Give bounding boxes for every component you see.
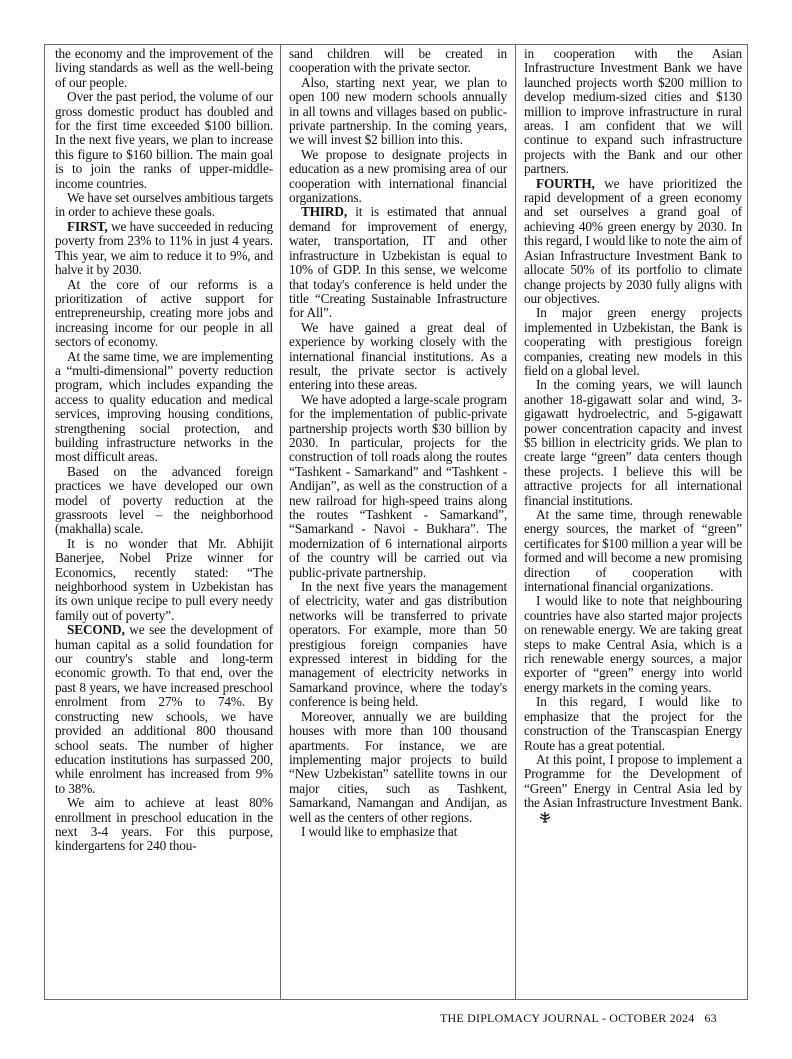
journal-title: THE DIPLOMACY JOURNAL - OCTOBER 2024 — [440, 1011, 695, 1025]
paragraph — [289, 205, 507, 320]
paragraph: It is no wonder that Mr. Abhijit Banerjee, Nobel Prize winner for Economics, recently stated: “The neighborhood system in Uzbekistan has its own unique recipe to pull every needy family out of poverty”. — [55, 535, 273, 623]
paragraph-text: At this point, I propose to implement a Programme for the Development of “Green” Energy in Central Asia led by the Asian Infrastructure Investment Bank. — [524, 751, 742, 811]
paragraph: Over the past period, the volume of our gross domestic product has doubled and for the first time exceeded $100 billion. In the next five years, we plan to increase this figure to $160 billion. The main goal is to join the ranks of upper-middle-income countries. — [55, 89, 273, 191]
paragraph-text: it is estimated that annual demand for improvement of energy, water, transportation, IT and other infrastructure in Uzbekistan is equal to 10% of GDP. In this sense, we welcome that today's conference is held under the title “Creating Sustainable Infrastructure for All”. — [289, 204, 507, 321]
emblem-icon — [527, 811, 539, 823]
column-divider — [280, 44, 281, 1000]
column-1 — [55, 47, 273, 854]
column-3 — [524, 47, 742, 825]
paragraph: We have set ourselves ambitious targets in order to achieve these goals. — [55, 190, 273, 220]
paragraph: In the coming years, we will launch another 18-gigawatt solar and wind, 3-gigawatt hydroelectric, and 5-gigawatt power concentration capacity and invest $5 billion in electricity grids. We plan to create large “green” data centers though these projects. I believe this will be attractive projects for all international financial institutions. — [524, 377, 742, 508]
paragraph-text: we have prioritized the rapid development of a green economy and set ourselves a grand goal of achieving 40% green energy by 2030. In this regard, I would like to note the aim of Asian Infrastructure Investment Bank to allocate 50% of its portfolio to climate change projects by 2030 fully aligns with our objectives. — [524, 175, 742, 306]
paragraph: In the next five years the management of electricity, water and gas distribution networks will be transferred to private operators. For example, more than 50 prestigious foreign companies have expressed interest in bidding for the management of electricity networks in Samarkand province, where the today's conference is being held. — [289, 579, 507, 710]
paragraph: in cooperation with the Asian Infrastructure Investment Bank we have launched projects worth $200 million to develop medium-sized cities and $130 million to improve infrastructure in rural areas. I am confident that we will continue to expand such infrastructure projects with the Bank and our other partners. — [524, 46, 742, 177]
paragraph: We have gained a great deal of experience by working closely with the international financial institutions. As a result, the private sector is actively entering into these areas. — [289, 319, 507, 393]
paragraph — [524, 753, 742, 825]
paragraph — [524, 177, 742, 307]
paragraph: We propose to designate projects in education as a new promising area of our cooperation with international financial organizations. — [289, 146, 507, 206]
column-divider — [515, 44, 516, 1000]
paragraph: Moreover, annually we are building houses with more than 100 thousand apartments. For instance, we are implementing major projects to build “New Uzbekistan” satellite towns in our major cities, such as Tashkent, Samarkand, Namangan and Andijan, as well as the centers of other regions. — [289, 708, 507, 825]
paragraph: I would like to emphasize that — [301, 823, 458, 839]
paragraph: At the core of our reforms is a prioritization of active support for entrepreneurship, creating more jobs and increasing income for our people in all sectors of economy. — [55, 276, 273, 350]
paragraph: Also, starting next year, we plan to open 100 new modern schools annually in all towns and villages based on public-private partnership. In the coming years, we will invest $2 billion into this. — [289, 74, 507, 148]
paragraph-text: we see the development of human capital as a solid foundation for our country's stable and long-term economic growth. To that end, over the past 8 years, we have increased preschool enrolment from 27% to 74%. By constructing new schools, we have provided an additional 800 thousand school seats. The number of higher education institutions has surpassed 200, while enrolment has increased from 9% to 38%. — [55, 622, 273, 796]
paragraph: the economy and the improvement of the living standards as well as the well-being of our people. — [55, 46, 273, 90]
page-number: 63 — [704, 1011, 717, 1025]
paragraph: At the same time, through renewable energy sources, the market of “green” certificates for $100 million a year will be formed and will become a new promising direction of cooperation with international financial organizations. — [524, 507, 742, 595]
paragraph: In this regard, I would like to emphasize that the project for the construction of the Transcaspian Energy Route has a great potential. — [524, 694, 742, 753]
paragraph-text: we have succeeded in reducing poverty from 23% to 11% in just 4 years. This year, we aim to reduce it to 9%, and halve it by 2030. — [55, 218, 273, 278]
paragraph — [55, 220, 273, 278]
paragraph — [55, 623, 273, 796]
section-lead: THIRD, — [301, 204, 348, 220]
paragraph: I would like to note that neighbouring countries have also started major projects on renewable energy. We are taking great steps to make Central Asia, which is a rich renewable energy sources, a major exporter of “green” energy into world energy markets in the coming years. — [524, 593, 742, 695]
paragraph: In major green energy projects implemented in Uzbekistan, the Bank is cooperating with prestigious foreign companies, creating new models in this field on a global level. — [524, 305, 742, 378]
section-lead: SECOND, — [67, 622, 125, 638]
paragraph: At the same time, we are implementing a “multi-dimensional” poverty reduction program, which includes expanding the access to quality education and medical services, improving housing conditions, strengthening social protection, and building infrastructure networks in the most difficult areas. — [55, 348, 273, 465]
paragraph: Based on the advanced foreign practices we have developed our own model of poverty reduction at the grassroots level – the neighborhood (makhalla) scale. — [55, 463, 273, 537]
paragraph: We aim to achieve at least 80% enrollment in preschool education in the next 3-4 years. For this purpose, kindergartens for 240 thou- — [55, 795, 273, 854]
paragraph: We have adopted a large-scale program for the implementation of public-private partnership projects worth $30 billion by 2030. In particular, projects for the construction of toll roads along the routes “Tashkent - Samarkand” and “Tashkent - Andijan”, as well as the construction of a new railroad for high-speed trains along the routes “Tashkent - Samarkand”, “Samarkand - Navoi - Bukhara”. The modernization of 6 international airports of the country will be carried out via public-private partnership. — [289, 391, 507, 580]
page-footer — [440, 1011, 717, 1026]
column-2 — [289, 47, 507, 839]
section-lead: FIRST, — [67, 218, 108, 234]
paragraph: sand children will be created in cooperation with the private sector. — [289, 46, 507, 76]
section-lead: FOURTH, — [536, 175, 595, 191]
